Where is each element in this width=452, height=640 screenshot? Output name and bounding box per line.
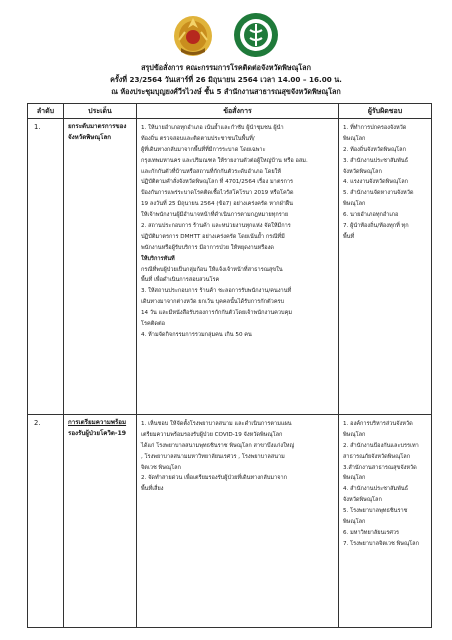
row-2-responsible: 1. องค์การบริหารส่วนจังหวัด พิษณุโลก 2. สำนักงานป้องกันและบรรเทา สาธารณภัยจังหวัดพิษณุโลก 3.สำนักงานสาธารณสุขจังหวัด พิษณุโลก 4. สำนักงานประชาสัมพันธ์ จังหวัดพิษณุโลก 5. โรงพยาบาลพุทธชินราช พิษณุโลก 6. มหาวิทยาลัยนเรศวร 7. โรงพยาบาลจิตเวช พิษณุโลก xyxy=(343,421,420,547)
public-health-seal-icon xyxy=(232,12,280,58)
row-1-responsible: 1. ที่ทำการปกครองจังหวัด พิษณุโลก 2. ท้องถิ่นจังหวัดพิษณุโลก 3. สำนักงานประชาสัมพันธ์ จังหวัดพิษณุโลก 4. แรงงานจังหวัดพิษณุโลก 5. สำนักงานจัดหางานจังหวัด พิษณุโลก 6. นายอำเภอทุกอำเภอ 7. ผู้นำท้องถิ่น/ท้องทุกที่ ทุก พื้นที่ xyxy=(343,125,414,240)
orders-table xyxy=(27,103,432,628)
header-meeting-date: ครั้งที่ 23/2564 วันเสาร์ที่ 26 มิถุนายน 2564 เวลา 14.00 – 16.00 น. xyxy=(110,75,342,84)
garuda-emblem-icon xyxy=(171,10,215,58)
header-logos xyxy=(0,10,452,60)
row-2-orders: 1. เห็นชอบ ให้จัดตั้งโรงพยาบาลสนาม และดำเนินการตามแผน เตรียมความพร้อมรองรับผู้ป่วย COVID-19 จังหวัดพิษณุโลก ได้แก่ โรงพยาบาลสนามพุทธชินราช พิษณุโลก สาขาบึงแก่งใหญ่ , โรงพยาบาลสนามมหาวิทยาลัยนเรศวร , โรงพยาบาลสนาม จิตเวช พิษณุโลก 2. จัดทำสายด่วน เพื่อเตรียมรองรับผู้ป่วยที่เดินทางกลับมาจาก พื้นที่เสี่ยง xyxy=(141,421,295,493)
header-venue: ณ ห้องประชุมบุญยงศ์วีรไวงษ์ ชั้น 5 สำนักงานสาธารณสุขจังหวัดพิษณุโลก xyxy=(111,87,341,96)
column-header-order: ข้อสั่งการ xyxy=(223,107,252,115)
column-header-topic: ประเด็น xyxy=(88,107,112,115)
column-header-number: ลำดับ xyxy=(36,107,55,115)
row-1-number: 1. xyxy=(34,123,41,131)
header-title: สรุปข้อสั่งการ คณะกรรมการโรคติดต่อจังหวัดพิษณุโลก xyxy=(141,63,311,72)
row-2-topic: การเตรียมความพร้อม รองรับผู้ป่วยโควิด-19 xyxy=(68,419,127,437)
row-1-orders: 1. ให้นายอำเภอทุกอำเภอ เน้นย้ำและกำชับ ผู้นำชุมชน ผู้นำ ท้องถิ่น ตรวจสอบและติดตามประชาชนในพื้นที่/ ผู้ที่เดินทางกลับมาจากพื้นที่ที่มีการระบาด โดยเฉพาะ กรุงเทพมหานคร และปริมณฑล ให้รายงานตัวต่อผู้ใหญ่บ้าน หรือ อสม. และกักกันตัวที่บ้านหรือสถานที่กักกันตัวระดับอำเภอ โดยให้ ปฏิบัติตามคำสั่งจังหวัดพิษณุโลก ที่ 4701/2564 เรื่อง มาตรการ ป้องกันการแพร่ระบาดโรคติดเชื้อไวรัสโคโรนา 2019 หรือโควิด 19 ลงวันที่ 25 มิถุนายน 2564 (ข้อ7) อย่างเคร่งครัด หากฝ่าฝืน ให้เจ้าพนักงานผู้มีอำนาจหน้าที่ดำเนินการตามกฎหมายทุกราย 2. สถานประกอบการ ร้านค้า และหน่วยงานทุกแห่ง จัดให้มีการ ปฏิบัติมาตรการ DMHTT อย่างเคร่งครัด โดยเน้นย้ำ กรณีที่มี พนักงานหรือผู้รับบริการ มีอาการป่วย ให้หยุดงานหรืองด ให้บริการทันที กรณีที่พบผู้ป่วยเป็นกลุ่มก้อน ให้แจ้งเจ้าหน้าที่สาธารณสุขใน พื้นที่ เพื่อดำเนินการสอบสวนโรค 3. ให้สถานประกอบการ ร้านค้า ชะลอการรับพนักงาน/คนงานที่ เดินทางมาจากต่างหวัด ยกเว้น บุคคลนั้นได้รับการกักตัวครบ 14 วัน และมีหนังสือรับรองการกักกันตัวโดยเจ้าพนักงานควบคุม โรคติดต่อ 4. ห้ามจัดกิจกรรมการรวมกลุ่มคน เกิน 50 คน xyxy=(141,125,308,338)
row-1-topic: ยกระดับมาตรการของ จังหวัดพิษณุโลก xyxy=(68,123,127,141)
column-header-responsible: ผู้รับผิดชอบ xyxy=(367,107,403,115)
row-2-number: 2. xyxy=(34,419,41,427)
